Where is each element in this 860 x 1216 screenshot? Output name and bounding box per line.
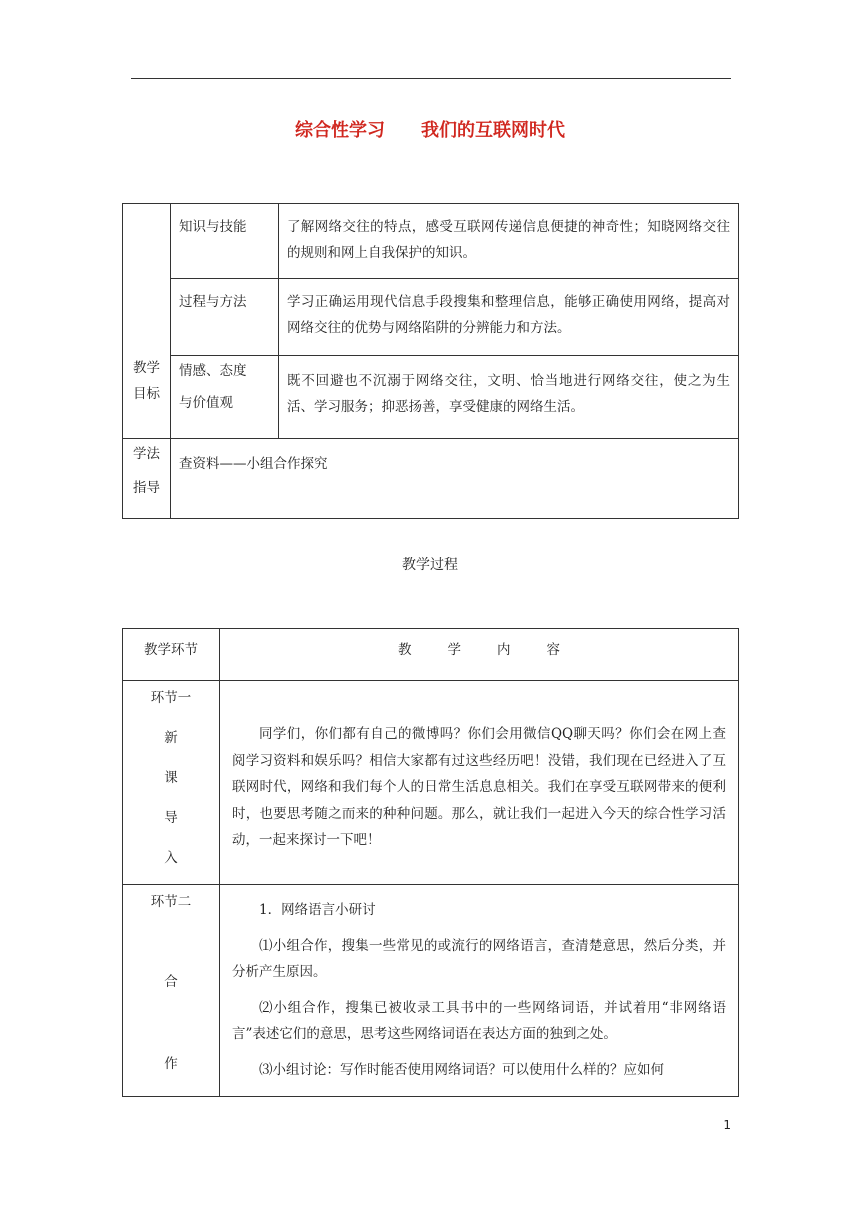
goal-label-knowledge: 知识与技能 bbox=[171, 204, 279, 279]
stage2-heading: 1．网络语言小研讨 bbox=[259, 902, 376, 918]
header-stage: 教学环节 bbox=[123, 629, 220, 681]
header-content bbox=[220, 629, 739, 681]
goal-content-knowledge: 了解网络交往的特点，感受互联网传递信息便捷的神奇性；知晓网络交往的规则和网上自我保护的知识。 bbox=[279, 204, 739, 279]
stage2-char-1: 合 bbox=[164, 974, 178, 990]
stage2-item-1: ⑴小组合作，搜集一些常见的或流行的网络语言，查清楚意思，然后分类，并分析产生原因。 bbox=[232, 938, 726, 980]
goals-label-top: 教学 bbox=[133, 360, 160, 376]
document-title bbox=[0, 116, 860, 142]
header-char-3: 内 bbox=[497, 642, 511, 658]
title-part-1: 综合性学习 bbox=[295, 120, 385, 141]
stage1-char-3: 导 bbox=[164, 810, 178, 826]
goal-content-emotion: 既不回避也不沉溺于网络交往，文明、恰当地进行网络交往，使之为生活、学习服务；抑恶扬善，享受健康的网络生活。 bbox=[279, 356, 739, 439]
method-label-top: 学法 bbox=[133, 446, 160, 462]
stage1-paragraph: 同学们，你们都有自己的微博吗？你们会用微信QQ聊天吗？你们会在网上查阅学习资料和娱乐吗？相信大家都有过这些经历吧！没错，我们现在已经进入了互联网时代，网络和我们每个人的日常生活息息相关。我们在享受互联网带来的便利时，也要思考随之而来的种种问题。那么，就让我们一起进入今天的综合性学习活动，一起来探讨一下吧！ bbox=[232, 726, 726, 848]
method-content: 查资料——小组合作探究 bbox=[171, 439, 739, 519]
stage1-content bbox=[220, 681, 739, 885]
goal-content-process: 学习正确运用现代信息手段搜集和整理信息，能够正确使用网络，提高对网络交往的优势与网络陷阱的分辨能力和方法。 bbox=[279, 279, 739, 356]
stage1-label bbox=[123, 681, 220, 885]
goal-row-process bbox=[123, 279, 739, 356]
stage1-char-4: 入 bbox=[164, 850, 178, 866]
stage2-label bbox=[123, 885, 220, 1097]
stage1-char-1: 新 bbox=[164, 730, 178, 746]
stage2-item-2: ⑵小组合作，搜集已被收录工具书中的一些网络词语，并试着用“非网络语言”表述它们的意思，思考这些网络词语在表达方面的独到之处。 bbox=[232, 1000, 726, 1042]
method-label-bottom: 指导 bbox=[133, 480, 160, 496]
goals-label-bottom: 目标 bbox=[133, 386, 160, 402]
stage2-item-3: ⑶小组讨论：写作时能否使用网络词语？可以使用什么样的？应如何 bbox=[259, 1062, 664, 1078]
stage2-char-2: 作 bbox=[164, 1056, 178, 1072]
process-section-title: 教学过程 bbox=[402, 557, 458, 573]
teaching-goals-table bbox=[122, 203, 739, 519]
stage2-content bbox=[220, 885, 739, 1097]
teaching-process-table bbox=[122, 628, 739, 1097]
title-part-2: 我们的互联网时代 bbox=[421, 120, 565, 141]
goal-label-process: 过程与方法 bbox=[171, 279, 279, 356]
stage1-name: 环节一 bbox=[150, 690, 192, 706]
stage2-name: 环节二 bbox=[150, 894, 192, 910]
goal-label-emotion-line2: 与价值观 bbox=[179, 395, 233, 411]
stage2-row bbox=[123, 885, 739, 1097]
method-label bbox=[123, 439, 171, 519]
goal-row-knowledge bbox=[123, 204, 739, 279]
stage1-row bbox=[123, 681, 739, 885]
header-rule bbox=[131, 78, 731, 79]
page-number: 1 bbox=[723, 1118, 731, 1132]
goal-row-emotion bbox=[123, 356, 739, 439]
header-char-1: 教 bbox=[398, 642, 412, 658]
header-char-4: 容 bbox=[546, 642, 560, 658]
stage1-char-2: 课 bbox=[164, 770, 178, 786]
goal-label-emotion-line1: 情感、态度 bbox=[179, 363, 247, 379]
process-header-row bbox=[123, 629, 739, 681]
method-row bbox=[123, 439, 739, 519]
header-char-2: 学 bbox=[447, 642, 461, 658]
goal-label-emotion bbox=[171, 356, 279, 439]
goals-row-label bbox=[123, 204, 171, 439]
